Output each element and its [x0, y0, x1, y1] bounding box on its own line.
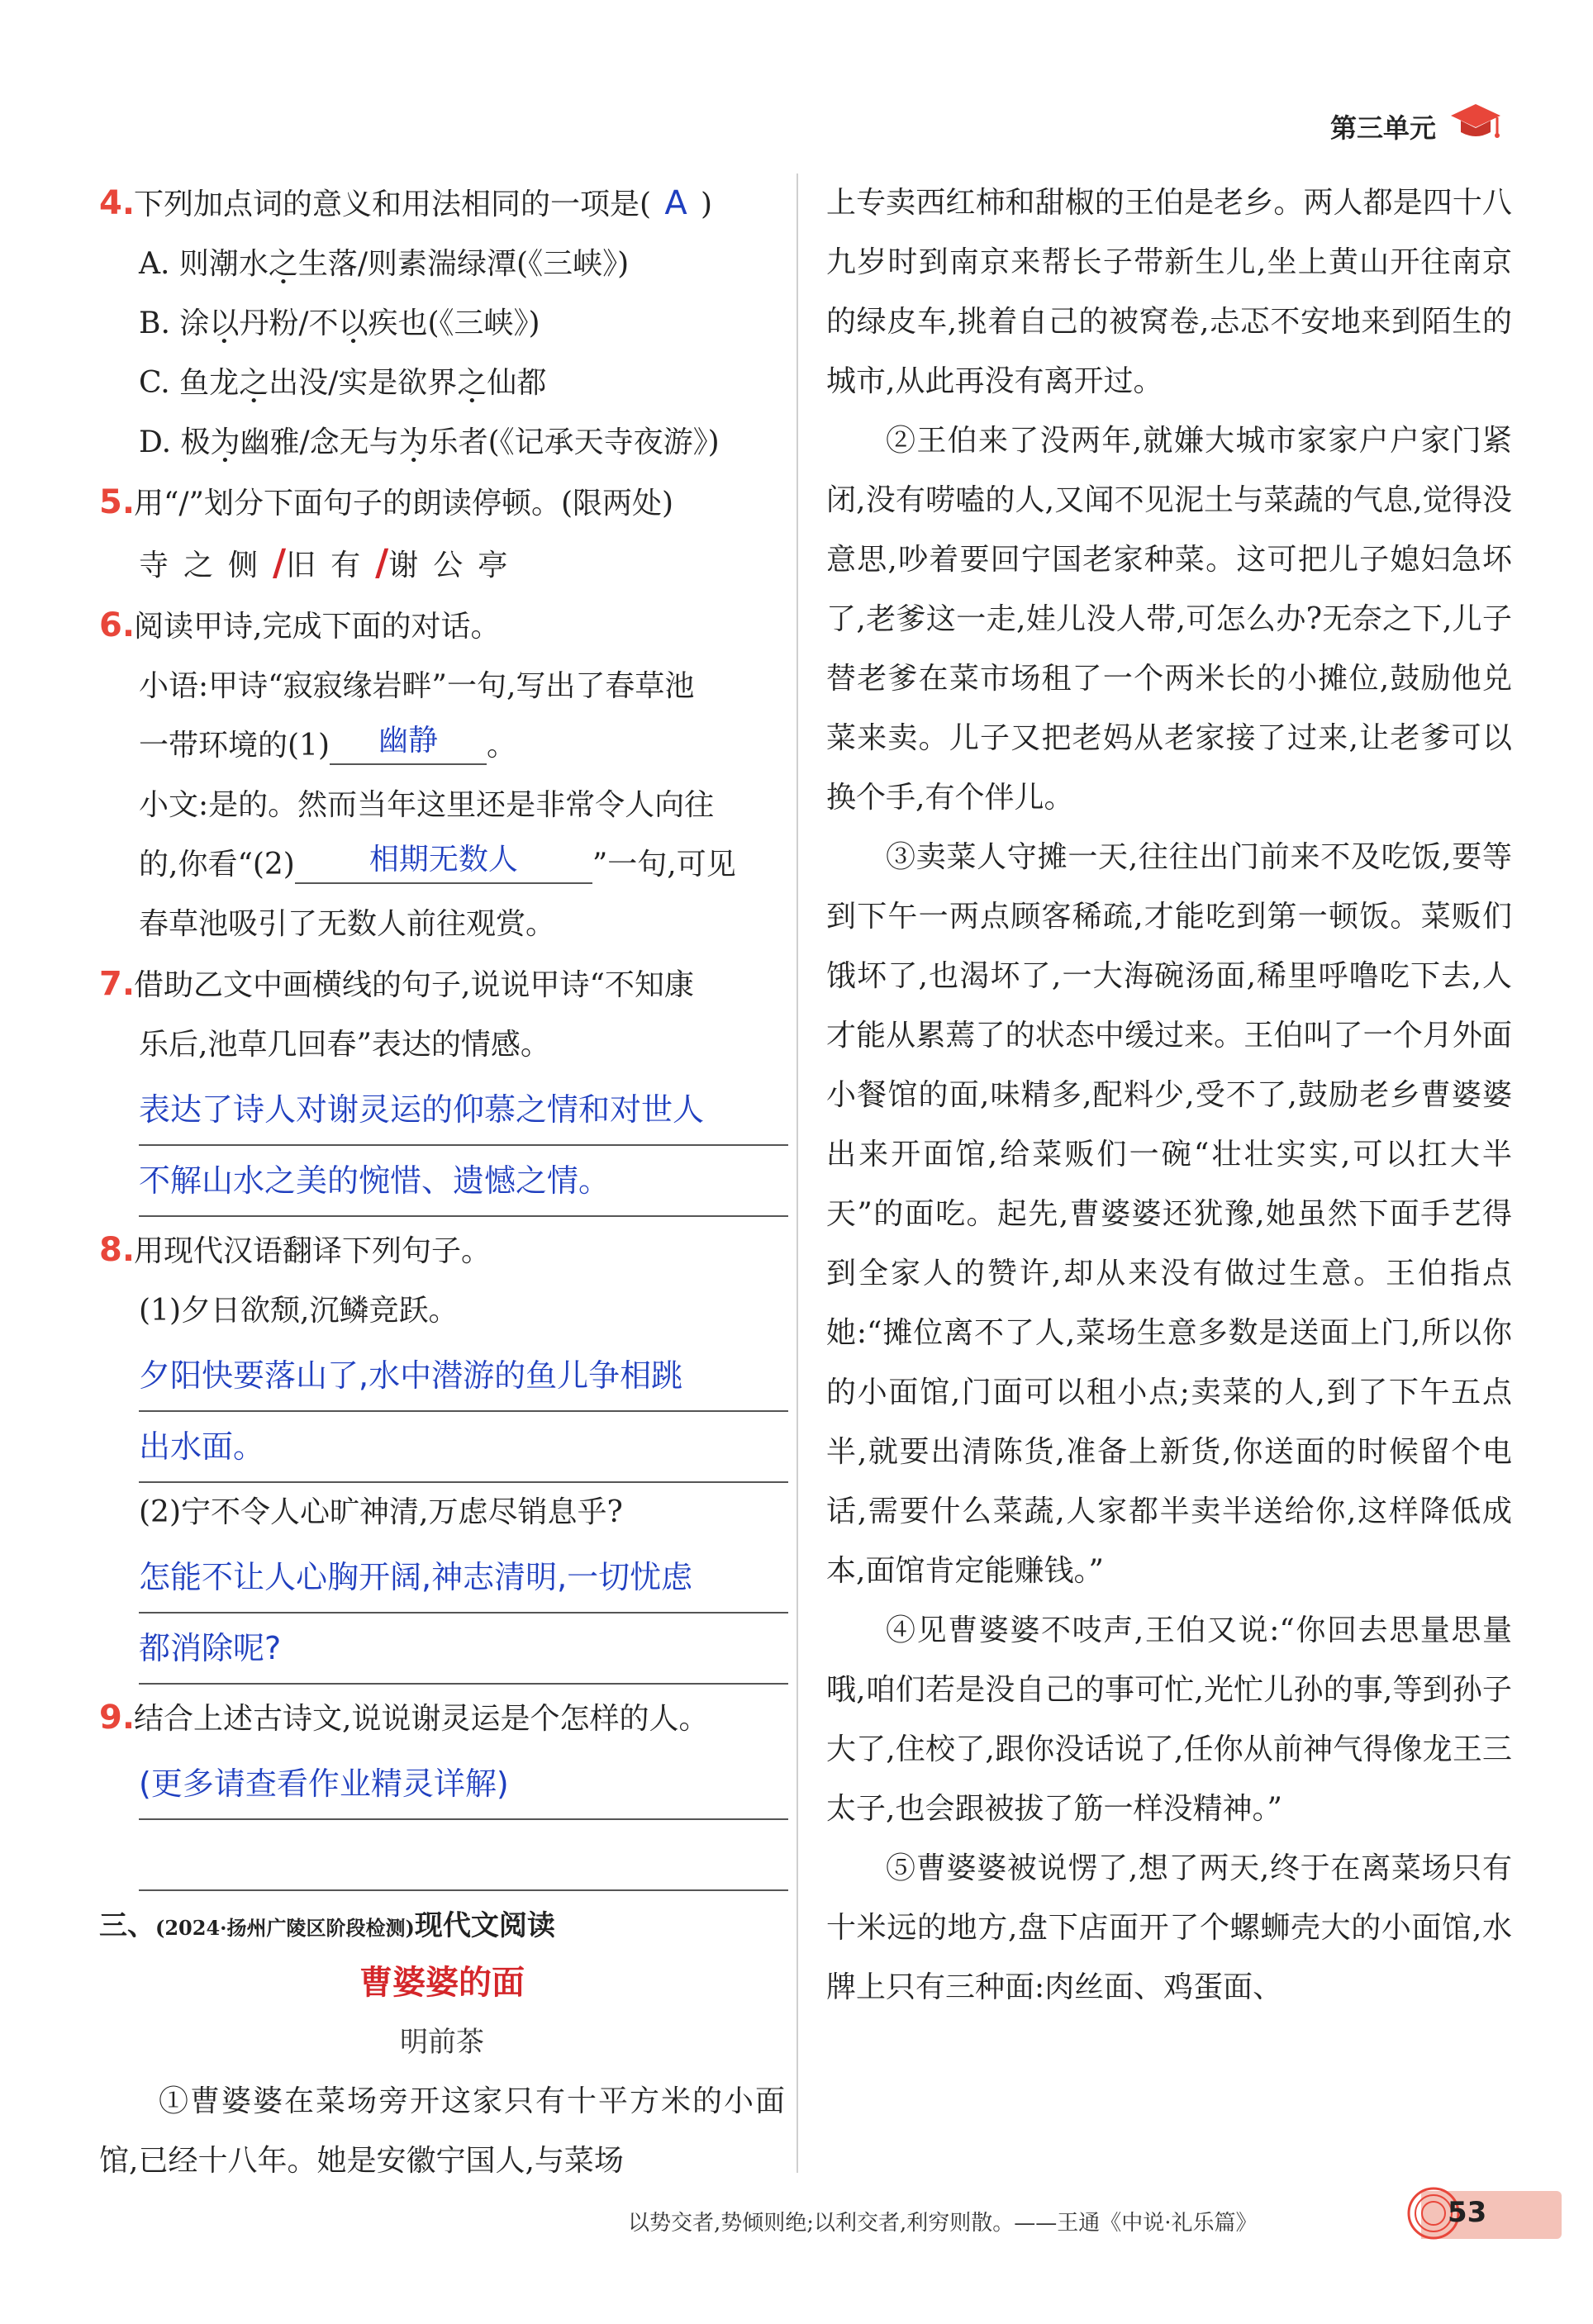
dialogue-line	[99, 835, 785, 895]
option-d	[99, 413, 785, 473]
option-text: 疾也(《三峡》)	[368, 307, 540, 340]
question-number: 9.	[99, 1699, 136, 1737]
dotted-word: 为	[398, 425, 429, 459]
answer-line: 表达了诗人对谢灵运的仰慕之情和对世人	[139, 1075, 788, 1146]
left-column	[99, 173, 785, 2191]
right-column	[826, 173, 1512, 2017]
question-number: 7.	[99, 965, 136, 1003]
pause-mark: /	[273, 542, 287, 584]
option-text: 生落/则素湍绿潭(《三峡》)	[297, 247, 630, 281]
option-text: 出没/实是欲界	[269, 366, 458, 400]
option-text: 仙都	[487, 366, 547, 400]
dotted-word: 以	[338, 307, 369, 340]
dialogue-line: 小语:甲诗“寂寂缘岩畔”一句,写出了春草池	[139, 669, 695, 703]
question-stem: 用现代汉语翻译下列句子。	[134, 1234, 492, 1268]
question-7	[99, 954, 785, 1015]
question-stem: 阅读甲诗,完成下面的对话。	[134, 610, 501, 644]
answer-link[interactable]: (更多请查看作业精灵详解)	[139, 1749, 788, 1820]
answer-line: 出水面。	[139, 1412, 788, 1483]
question-6	[99, 596, 785, 657]
article-paragraph-2: ②王伯来了没两年,就嫌大城市家家户户家门紧闭,没有唠嗑的人,又闻不见泥土与菜蔬的气息,觉得没意思,吵着要回宁国老家种菜。这可把儿子媳妇急坏了,老爹这一走,娃儿没人带,可怎么办?无奈之下,儿子替老爹在菜市场租了一个两米长的小摊位,鼓励他兑菜来卖。儿子又把老妈从老家接了过来,让老爹可以换个手,有个伴儿。	[826, 424, 1512, 815]
dotted-word: 之	[457, 366, 487, 400]
question-8	[99, 1220, 785, 1281]
question-stem-end: )	[701, 188, 713, 221]
option-text: B. 涂	[139, 307, 210, 340]
page-number: 53	[1448, 2196, 1487, 2229]
question-number: 4.	[99, 184, 136, 222]
dialogue-line: 春草池吸引了无数人前往观赏。	[139, 907, 556, 941]
question-number: 5.	[99, 483, 136, 521]
question-number: 6.	[99, 606, 136, 644]
dotted-word: 为	[210, 425, 240, 459]
section-title: 现代文阅读	[414, 1909, 555, 1942]
option-text: D. 极	[139, 425, 211, 459]
answer-line: 不解山水之美的惋惜、遗憾之情。	[139, 1146, 788, 1217]
sentence-segment: 谢公亭	[388, 549, 523, 582]
article-author: 明前茶	[400, 2026, 484, 2059]
pause-mark: /	[375, 542, 389, 584]
answer-blank-2: 相期无数人	[295, 838, 592, 884]
question-4	[99, 173, 785, 235]
unit-label: 第三单元	[1329, 112, 1436, 144]
section-heading	[99, 1901, 785, 1953]
question-stem: 用“/”划分下面句子的朗读停顿。(限两处)	[134, 487, 674, 520]
article-paragraph-1-cont: 上专卖西红柿和甜椒的王伯是老乡。两人都是四十八九岁时到南京来帮长子带新生儿,坐上黄山开往南京的绿皮车,挑着自己的被窝卷,忐忑不安地来到陌生的城市,从此再没有离开过。	[826, 186, 1512, 398]
option-text: 幽雅/念无与	[240, 425, 399, 459]
dialogue-line: 小文:是的。然而当年这里还是非常令人向往	[139, 788, 715, 822]
dotted-word: 之	[239, 366, 269, 400]
question-stem: 结合上述古诗文,说说谢灵运是个怎样的人。	[134, 1702, 709, 1736]
question-5	[99, 473, 785, 534]
dialogue-text: ”一句,可见	[592, 848, 736, 882]
question-stem: 乐后,池草几回春”表达的情感。	[139, 1028, 550, 1062]
dotted-word: 之	[268, 247, 298, 281]
answer-choice: A	[664, 184, 687, 222]
section-prefix: 三、	[99, 1909, 155, 1942]
dialogue-text: 一带环境的(1)	[139, 729, 330, 763]
sentence-segment: 旧有	[286, 549, 376, 582]
sub-question: (2)宁不令人心旷神清,万虑尽销息乎?	[139, 1495, 623, 1529]
question-9	[99, 1688, 785, 1749]
answer-line-blank	[139, 1820, 788, 1891]
option-b	[99, 294, 785, 354]
answer-blank-1: 幽静	[330, 719, 487, 765]
dialogue-line	[99, 716, 785, 776]
dialogue-text: 。	[487, 729, 517, 763]
dotted-word: 以	[209, 307, 240, 340]
option-c	[99, 354, 785, 413]
option-text: A. 则潮水	[139, 247, 269, 281]
option-text: C. 鱼龙	[139, 366, 240, 400]
article-paragraph-5: ⑤曹婆婆被说愣了,想了两天,终于在离菜场只有十米远的地方,盘下店面开了个螺蛳壳大的小面馆,水牌上只有三种面:肉丝面、鸡蛋面、	[826, 1851, 1512, 2004]
footer-quote: 以势交者,势倾则绝;以利交者,利穷则散。——王通《中说·礼乐篇》	[628, 2211, 1258, 2236]
answer-line: 夕阳快要落山了,水中潜游的鱼儿争相跳	[139, 1341, 788, 1412]
option-a	[99, 235, 785, 294]
article-paragraph-1: ①曹婆婆在菜场旁开这家只有十平方米的小面馆,已经十八年。她是安徽宁国人,与菜场	[99, 2084, 785, 2178]
sentence-segment: 寺之侧	[139, 549, 273, 582]
option-text: 丹粉/不	[239, 307, 339, 340]
article-title: 曹婆婆的面	[359, 1964, 525, 2002]
graduation-cap-icon	[1449, 101, 1502, 144]
answer-line: 怎能不让人心胸开阔,神志清明,一切忧虑	[139, 1542, 788, 1613]
question-stem: 借助乙文中画横线的句子,说说甲诗“不知康	[134, 968, 694, 1002]
section-source: (2024·扬州广陵区阶段检测)	[155, 1916, 415, 1940]
dialogue-text: 的,你看“(2)	[139, 848, 295, 882]
option-text: 乐者(《记承天寺夜游》)	[428, 425, 720, 459]
question-number: 8.	[99, 1231, 136, 1269]
pause-sentence	[99, 534, 785, 596]
article-paragraph-3: ③卖菜人守摊一天,往往出门前来不及吃饭,要等到下午一两点顾客稀疏,才能吃到第一顿饭。菜贩们饿坏了,也渴坏了,一大海碗汤面,稀里呼噜吃下去,人才能从累蔫了的状态中缓过来。王伯叫了一个月外面小餐馆的面,味精多,配料少,受不了,鼓励老乡曹婆婆出来开面馆,给菜贩们一碗“壮壮实实,可以扛大半天”的面吃。起先,曹婆婆还犹豫,她虽然下面手艺得到全家人的赞许,却从来没有做过生意。王伯指点她:“摊位离不了人,菜场生意多数是送面上门,所以你的小面馆,门面可以租小点;卖菜的人,到了下午五点半,就要出清陈货,准备上新货,你送面的时候留个电话,需要什么菜蔬,人家都半卖半送给你,这样降低成本,面馆肯定能赚钱。”	[826, 840, 1512, 1588]
article-paragraph-4: ④见曹婆婆不吱声,王伯又说:“你回去思量思量哦,咱们若是没自己的事可忙,光忙儿孙的事,等到孙子大了,住校了,跟你没话说了,任你从前神气得像龙王三太子,也会跟被拔了筋一样没精神。”	[826, 1613, 1512, 1826]
sub-question: (1)夕日欲颓,沉鳞竞跃。	[139, 1294, 459, 1328]
answer-line: 都消除呢?	[139, 1613, 788, 1685]
column-divider	[796, 173, 798, 2173]
question-stem: 下列加点词的意义和用法相同的一项是(	[134, 188, 652, 221]
